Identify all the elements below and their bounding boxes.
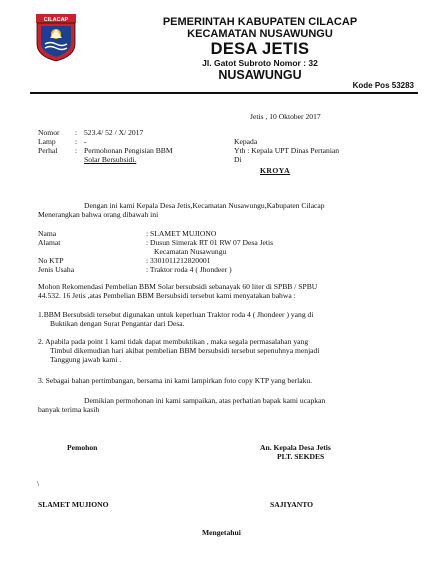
- kepada-label: Kepada: [234, 137, 258, 146]
- request-line-1: Mohon Rekomendasi Pembelian BBM Solar bersubsidi sebanayak 60 liter di SPBB / SPBU: [38, 282, 318, 291]
- opening-line-2: Menerangkan bahwa orang dibawah ini: [38, 210, 159, 219]
- nama-label: Nama: [38, 229, 57, 238]
- svg-text:CILACAP: CILACAP: [43, 17, 69, 23]
- nomor-sep: :: [75, 128, 78, 137]
- usaha-value: : Traktor roda 4 ( Jhondeer ): [146, 265, 232, 274]
- postal-code: Kode Pos 53283: [352, 81, 414, 90]
- alamat-label: Alamat: [38, 238, 61, 247]
- letterhead-address: Jl. Gatot Subroto Nomor : 32: [202, 58, 318, 68]
- lamp-value: -: [84, 137, 87, 146]
- perihal-value-1: Permohonan Pengisian BBM: [84, 146, 173, 155]
- letterhead: [120, 16, 400, 82]
- letterhead-line-2: KECAMATAN NUSAWUNGU: [187, 28, 333, 40]
- perihal-label: Perhal: [38, 146, 58, 155]
- point-2-line-1: 2. Apabila pada point 1 kami tidak dapat membuktikan , maka segala permasalahan yang: [38, 337, 309, 346]
- recipient-title: Yth : Kepala UPT Dinas Pertanian: [234, 146, 340, 155]
- lamp-sep: :: [75, 137, 78, 146]
- perihal-value-2: Solar Bersubsidi.: [84, 155, 137, 164]
- official-title-1: An. Kepala Desa Jetis: [260, 443, 331, 452]
- signature-mark: \: [37, 479, 40, 488]
- letterhead-line-1: PEMERINTAH KABUPATEN CILACAP: [162, 16, 358, 28]
- lamp-label: Lamp: [38, 137, 56, 146]
- opening-line-1: Dengan ini kami Kepala Desa Jetis,Kecamatan Nusawungu,Kabupaten Cilacap: [84, 201, 325, 210]
- date-line: Jetis , 10 Oktober 2017: [250, 112, 321, 121]
- point-1-line-2: Buktikan dengan Surat Pengantar dari Desa.: [50, 319, 185, 328]
- cilacap-emblem: [36, 14, 76, 62]
- letterhead-village: DESA JETIS: [210, 40, 310, 58]
- closing-line-1: Demikian permohonan ini kami sampaikan, atas perhatian bapak kami ucapkan: [84, 396, 326, 405]
- di-label: Di: [234, 155, 242, 164]
- usaha-label: Jenis Usaha: [38, 265, 75, 274]
- nomor-label: Nomor: [38, 128, 60, 137]
- nama-value: : SLAMET MUJIONO: [146, 229, 217, 238]
- point-1-line-1: 1.BBM Bersubsidi tersebut digunakan untuk keperluan Traktor roda 4 ( Jhondeer ) yang di: [38, 310, 314, 319]
- perihal-sep: :: [75, 146, 78, 155]
- recipient-place: KROYA: [260, 166, 291, 175]
- alamat-value-2: Kecamatan Nusawungu: [154, 247, 227, 256]
- ktp-value: : 3301011212820001: [146, 256, 211, 265]
- applicant-title: Pemohon: [67, 443, 98, 452]
- point-3: 3. Sebagai bahan pertimbangan, bersama ini kami lampirkan foto copy KTP yang berlaku.: [38, 376, 313, 385]
- point-2-line-3: Tanggung jawab kami .: [50, 355, 122, 364]
- request-line-2: 44.532. 16 Jetis ,atas Pembelian BBM Bersubsidi tersebut kami menyatakan bahwa :: [38, 291, 296, 300]
- point-2-line-2: Timbul dikemudian hari akibat pembelian BBM bersubsidi tersebut sepenuhnya menjadi: [50, 346, 320, 355]
- applicant-name: SLAMET MUJIONO: [38, 500, 109, 509]
- alamat-value-1: : Dusun Simerak RT 01 RW 07 Desa Jetis: [146, 238, 274, 247]
- ktp-label: No KTP: [38, 256, 64, 265]
- letterhead-divider: [30, 92, 418, 94]
- official-name: SAJIYANTO: [270, 500, 314, 509]
- official-title-2: PLT. SEKDES: [277, 452, 325, 461]
- acknowledged-label: Mengetahui: [202, 528, 241, 537]
- closing-line-2: banyak terima kasih: [38, 405, 100, 414]
- nomor-value: 523.4/ 52 / X/ 2017: [84, 128, 144, 137]
- letterhead-district: NUSAWUNGU: [218, 68, 302, 82]
